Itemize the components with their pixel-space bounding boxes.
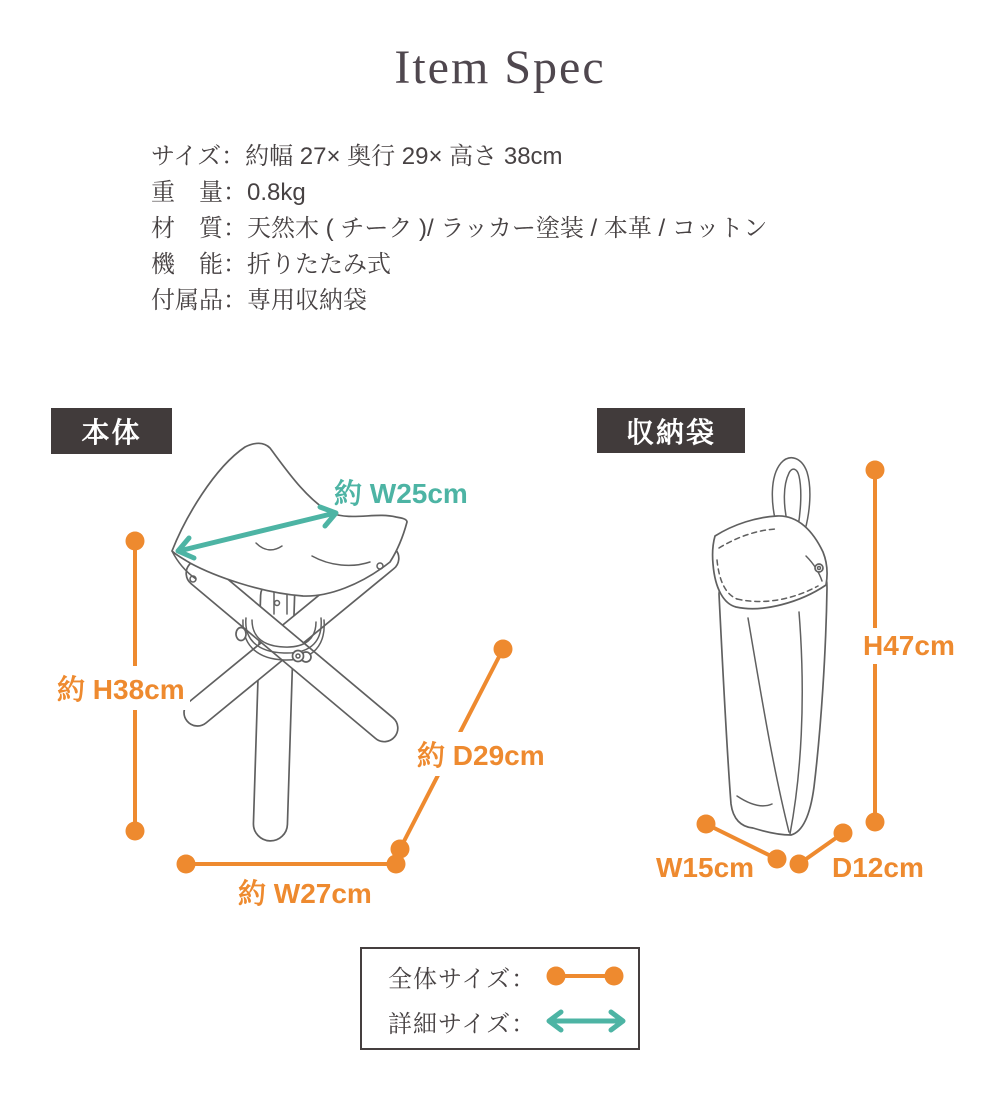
height-label: 約 H38cm — [52, 666, 190, 710]
spec-label: 重 量 — [151, 179, 223, 206]
spec-label: サイズ — [151, 143, 222, 170]
overall-size-sample-icon — [542, 962, 632, 990]
body-tag: 本体 — [51, 408, 172, 454]
spec-row-weight — [151, 175, 767, 211]
legend-row-detail — [388, 1004, 638, 1039]
spec-row-size — [151, 139, 767, 175]
spec-value: 約幅 27× 奥行 29× 高さ 38cm — [245, 143, 563, 170]
seat-width-label: 約 W25cm — [334, 478, 468, 509]
spec-separator: ： — [223, 287, 247, 314]
legend-row-overall — [388, 959, 638, 994]
spec-separator: ： — [223, 251, 247, 278]
spec-row-accessory — [151, 283, 767, 319]
spec-value: 専用収納袋 — [247, 287, 367, 314]
legend-detail-label: 詳細サイズ： — [388, 1010, 537, 1038]
bag-width-label: W15cm — [656, 852, 755, 883]
bag-illustration — [713, 458, 827, 835]
page-title: Item Spec — [394, 41, 606, 94]
spec-separator: ： — [223, 179, 247, 206]
spec-label: 材 質 — [151, 215, 223, 242]
bag-tag: 収納袋 — [597, 408, 745, 453]
legend-box — [360, 947, 640, 1050]
w27-measure — [177, 855, 406, 874]
spec-value: 0.8kg — [247, 179, 306, 206]
width-label: 約 W27cm — [238, 878, 372, 909]
depth-label: 約 D29cm — [412, 732, 550, 776]
bag-height-label: H47cm — [858, 628, 960, 664]
legend-overall-label: 全体サイズ： — [388, 965, 537, 993]
spec-label: 機 能 — [151, 251, 223, 278]
spec-value: 折りたたみ式 — [247, 251, 391, 278]
detail-size-arrow-icon — [542, 1007, 632, 1035]
spec-list — [151, 139, 767, 319]
spec-label: 付属品 — [151, 287, 223, 314]
spec-row-material — [151, 211, 767, 247]
spec-separator: ： — [223, 215, 247, 242]
spec-separator: ： — [221, 143, 246, 170]
spec-value: 天然木 ( チーク )/ ラッカー塗装 / 本革 / コットン — [247, 215, 768, 242]
spec-row-function — [151, 247, 767, 283]
bag-stud — [815, 564, 823, 572]
bag-depth-label: D12cm — [832, 852, 924, 883]
